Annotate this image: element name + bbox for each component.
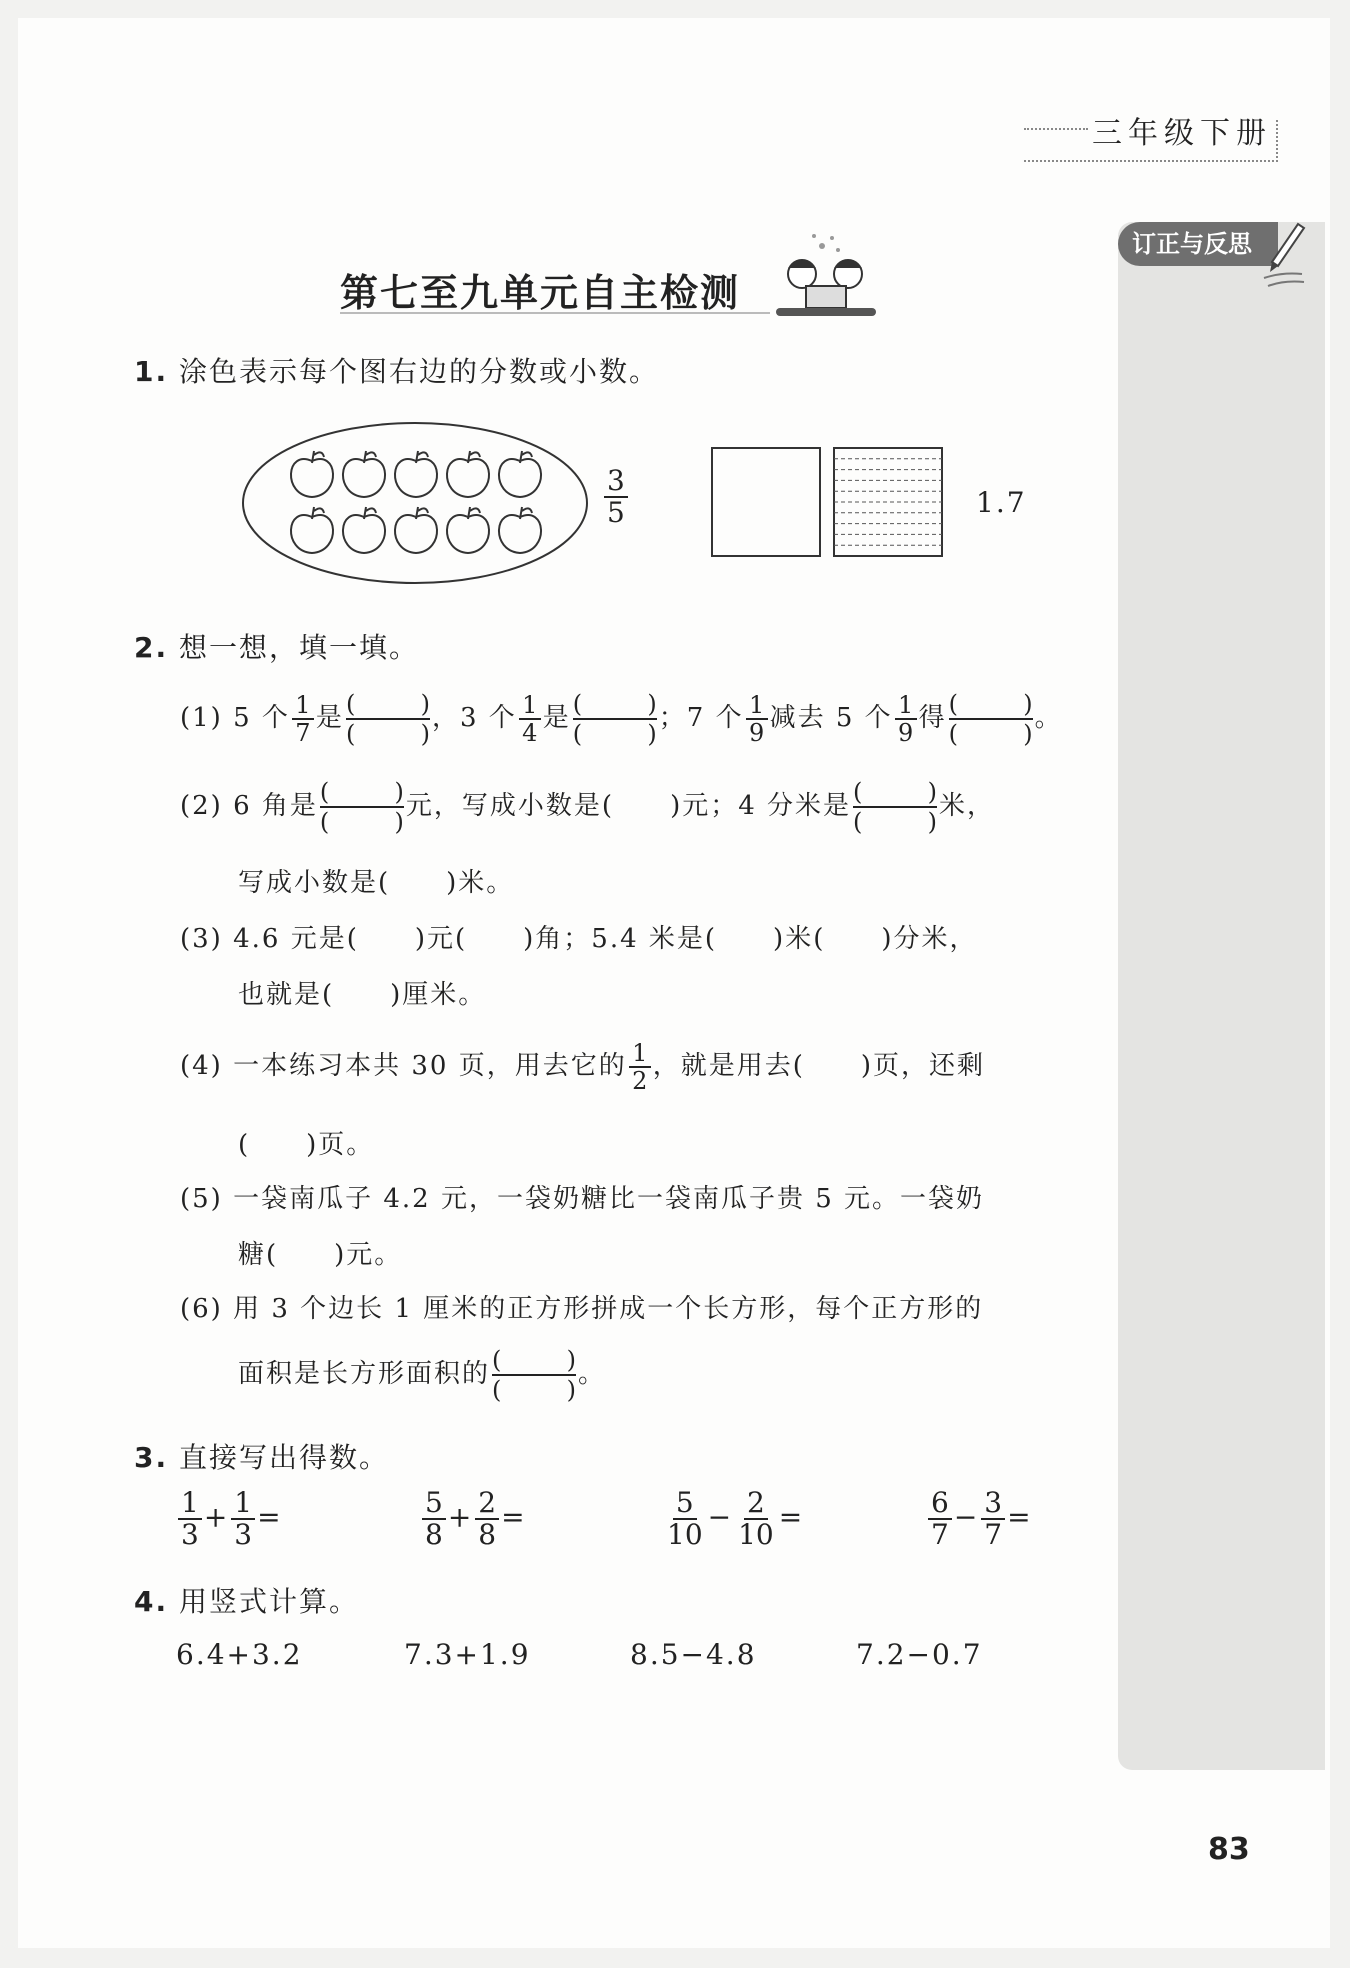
q4-item: 7.3+1.9 [404, 1638, 531, 1671]
grade-label: 三年级下册 [1092, 116, 1272, 151]
apple-icon [343, 507, 385, 553]
apple-icon [291, 451, 333, 497]
q4-item: 7.2−0.7 [856, 1638, 983, 1671]
apple-icon [447, 451, 489, 497]
page-title: 第七至九单元自主检测 [340, 271, 741, 315]
question-1: 1. 涂色表示每个图右边的分数或小数。 [134, 355, 660, 388]
q2-part-3-line2: 也就是( )厘米。 [238, 980, 487, 1010]
q2-part-2-line2: 写成小数是( )米。 [238, 868, 515, 898]
answer-blank-fraction[interactable]: ( ) ( ) [948, 690, 1033, 748]
decimal-value: 1.7 [976, 486, 1027, 519]
q2-part-4: (4) 一本练习本共 30 页，用去它的 $\frac{1}{2}$ ，就是用去( )页，还剩 [180, 1039, 986, 1095]
q2-part-5: (5) 一袋南瓜子 4.2 元，一袋奶糖比一袋南瓜子贵 5 元。一袋奶 [180, 1184, 985, 1214]
q2-part-6: (6) 用 3 个边长 1 厘米的正方形拼成一个长方形，每个正方形的 [180, 1294, 984, 1324]
apple-group-figure [240, 420, 590, 586]
apple-icon [343, 451, 385, 497]
apple-icon [291, 507, 333, 553]
apple-fraction: $\frac{3}{5}$ [602, 466, 630, 528]
question-4: 4. 用竖式计算。 [134, 1585, 360, 1618]
q3-item: $\frac{6}{7}$ − $\frac{3}{7}$ = [926, 1488, 1033, 1550]
answer-blank-fraction[interactable]: ( ) ( ) [319, 778, 404, 836]
q3-item: $\frac{1}{3}$ + $\frac{1}{3}$ = [176, 1488, 283, 1550]
sidebar-tab: 订正与反思 [1118, 222, 1278, 266]
pencil-icon [1262, 216, 1308, 290]
apple-icon [447, 507, 489, 553]
q3-item: $\frac{5}{8}$ + $\frac{2}{8}$ = [420, 1488, 527, 1550]
q2-part-1: (1) 5 个 $\frac{1}{7}$ 是 ( ) ( ) ，3 个 $\frac{1}{4}$ 是 ( ) ( ) ；7 个 $\frac{1}{9}$ 减去 5 个 $\frac{1}{9}$ 得 ( ) ( ) 。 [180, 690, 1063, 748]
answer-blank-fraction[interactable]: ( ) ( ) [572, 690, 657, 748]
page-number: 83 [1208, 1832, 1250, 1867]
correction-sidebar [1118, 222, 1325, 1770]
q2-part-6-line2: 面积是长方形面积的 ( ) ( ) 。 [238, 1346, 607, 1404]
title-underline [340, 312, 770, 314]
kids-reading-icon [772, 228, 882, 320]
answer-blank-fraction[interactable]: ( ) ( ) [345, 690, 430, 748]
q2-part-5-line2: 糖( )元。 [238, 1240, 403, 1270]
apple-icon [499, 451, 541, 497]
q2-part-3: (3) 4.6 元是( )元( )角；5.4 米是( )米( )分米， [180, 924, 978, 954]
q3-item: $\frac{5}{10}$ − $\frac{2}{10}$ = [667, 1486, 805, 1551]
question-2: 2. 想一想，填一填。 [134, 631, 420, 664]
apple-icon [395, 451, 437, 497]
q2-part-4-line2: ( )页。 [238, 1130, 375, 1160]
answer-blank-fraction[interactable]: ( ) ( ) [853, 778, 938, 836]
question-3: 3. 直接写出得数。 [134, 1441, 390, 1474]
q4-item: 6.4+3.2 [176, 1638, 303, 1671]
q2-part-2: (2) 6 角是 ( ) ( ) 元，写成小数是( )元；4 分米是 ( ) ( ) 米， [180, 778, 996, 836]
q4-item: 8.5−4.8 [630, 1638, 757, 1671]
answer-blank-fraction[interactable]: ( ) ( ) [492, 1346, 577, 1404]
apple-icon [499, 507, 541, 553]
decimal-squares-figure [710, 446, 950, 558]
apple-icon [395, 507, 437, 553]
